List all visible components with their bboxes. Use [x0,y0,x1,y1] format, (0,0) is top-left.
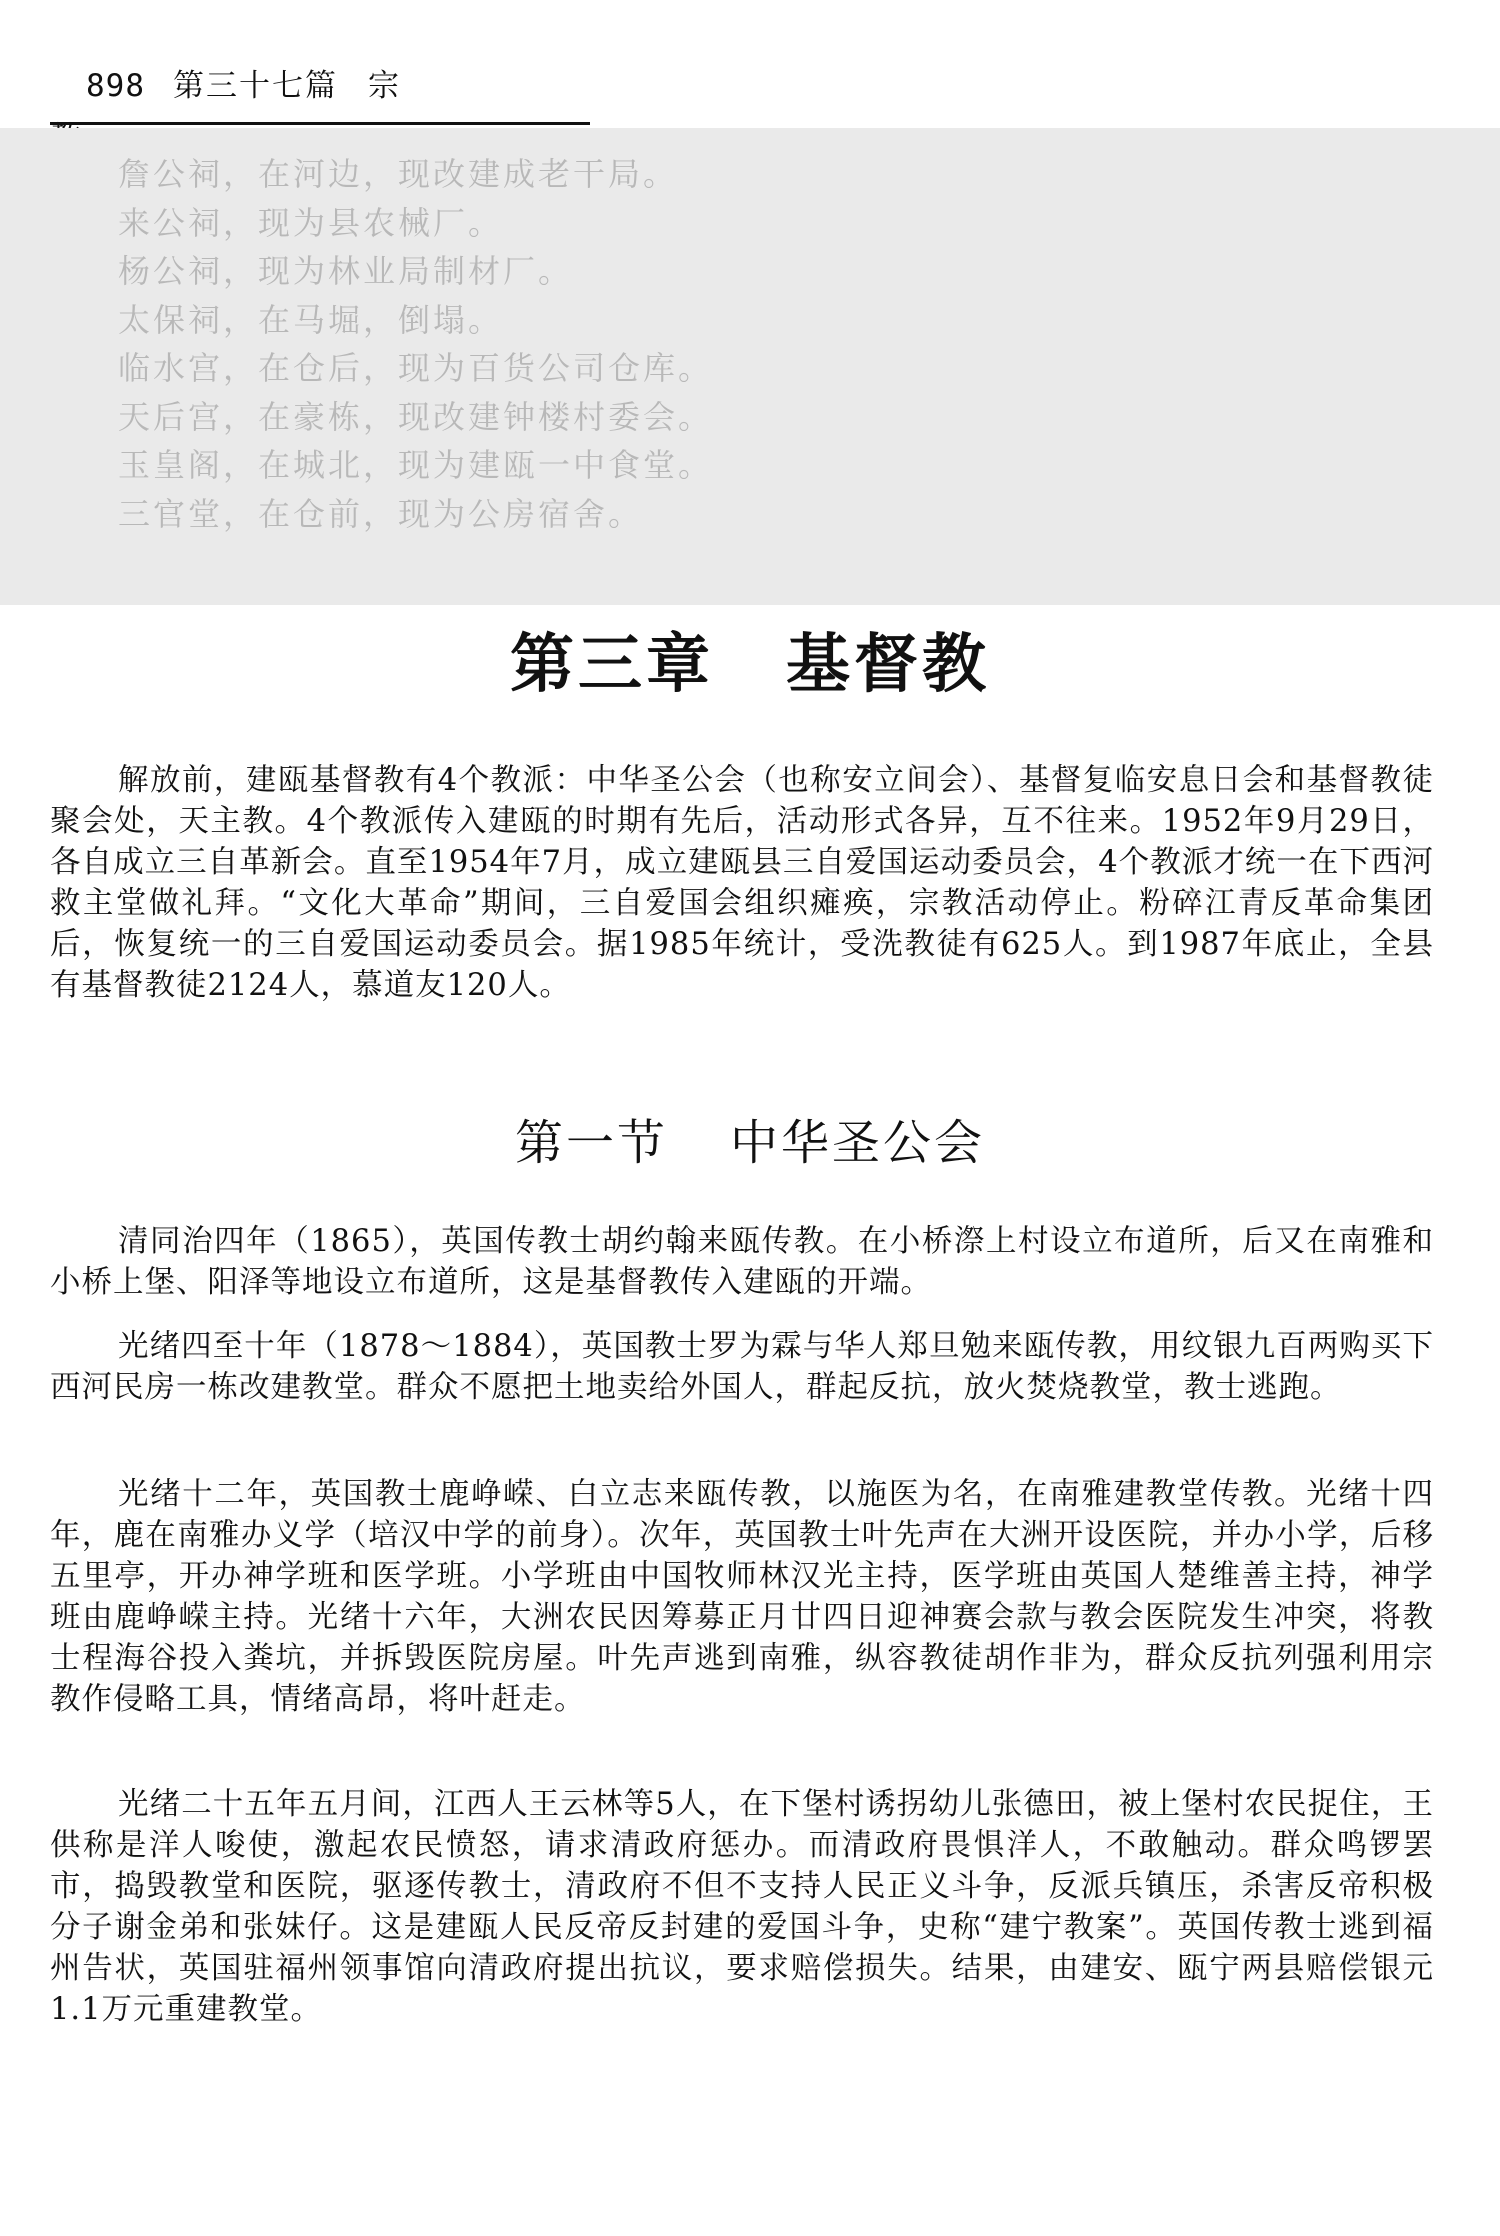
list-item: 杨公祠，现为林业局制材厂。 [118,252,574,290]
section-title [0,1103,1500,1183]
section-number: 第一节 [514,1115,668,1171]
running-header [50,60,590,125]
list-item: 来公祠，现为县农械厂。 [118,203,504,242]
intro-paragraph: 解放前，建瓯基督教有4个教派：中华圣公会（也称安立间会）、基督复临安息日会和基督教徒聚会处，天主教。4个教派传入建瓯的时期有先后，活动形式各异，互不往来。1952年9月29日，各自成立三自革新会。直至1954年7月，成立建瓯县三自爱国运动委员会，4个教派才统一在下西河救主堂做礼拜。“文化大革命”期间，三自爱国会组织瘫痪，宗教活动停止。粉碎江青反革命集团后，恢复统一的三自爱国运动委员会。据1985年统计，受洗教徒有625人。到1987年底止，全县有基督教徒2124人，慕道友120人。 [50,763,1434,1003]
page-number: 898 [86,68,145,104]
previous-page-list [0,128,1500,605]
list-item: 临水宫，在仓后，现为百货公司仓库。 [118,349,714,387]
chapter-name: 基督教 [786,628,990,702]
part-title: 第三十七篇 [173,68,338,104]
topic-title: 宗 [368,68,483,104]
list-item: 詹公祠，在河边，现改建成老干局。 [118,155,679,193]
body-paragraph: 清同治四年（1865），英国传教士胡约翰来瓯传教。在小桥漈上村设立布道所，后又在南雅和小桥上堡、阳泽等地设立布道所，这是基督教传入建瓯的开端。 [50,1224,1434,1300]
list-item: 太保祠，在马堀，倒塌。 [118,300,504,339]
list-item: 玉皇阁，在城北，现为建瓯一中食堂。 [118,446,714,484]
section-name: 中华圣公会 [730,1115,986,1171]
body-paragraph: 光绪四至十年（1878～1884），英国教士罗为霖与华人郑旦勉来瓯传教，用纹银九百两购买下西河民房一栋改建教堂。群众不愿把土地卖给外国人，群起反抗，放火焚烧教堂，教士逃跑。 [50,1329,1434,1405]
body-paragraph: 光绪二十五年五月间，江西人王云林等5人，在下堡村诱拐幼儿张德田，被上堡村农民捉住，王供称是洋人唆使，激起农民愤怒，请求清政府惩办。而清政府畏惧洋人，不敢触动。群众鸣锣罢市，捣毁教堂和医院，驱逐传教士，清政府不但不支持人民正义斗争，反派兵镇压，杀害反帝积极分子谢金弟和张妹仔。这是建瓯人民反帝反封建的爱国斗争，史称“建宁教案”。英国传教士逃到福州告状，英国驻福州领事馆向清政府提出抗议，要求赔偿损失。结果，由建安、瓯宁两县赔偿银元1.1万元重建教堂。 [50,1787,1434,2027]
list-item: 天后宫，在豪栋，现改建钟楼村委会。 [118,397,714,436]
chapter-title [0,615,1500,715]
list-item: 三官堂，在仓前，现为公房宿舍。 [118,494,644,533]
body-paragraph: 光绪十二年，英国教士鹿峥嵘、白立志来瓯传教，以施医为名，在南雅建教堂传教。光绪十四年，鹿在南雅办义学（培汉中学的前身）。次年，英国教士叶先声在大洲开设医院，并办小学，后移五里亭，开办神学班和医学班。小学班由中国牧师林汉光主持，医学班由英国人楚维善主持，神学班由鹿峥嵘主持。光绪十六年，大洲农民因筹募正月廿四日迎神赛会款与教会医院发生冲突，将教士程海谷投入粪坑，并拆毁医院房屋。叶先声逃到南雅，纵容教徒胡作非为，群众反抗列强利用宗教作侵略工具，情绪高昂，将叶赶走。 [50,1477,1434,1717]
chapter-number: 第三章 [510,628,714,702]
